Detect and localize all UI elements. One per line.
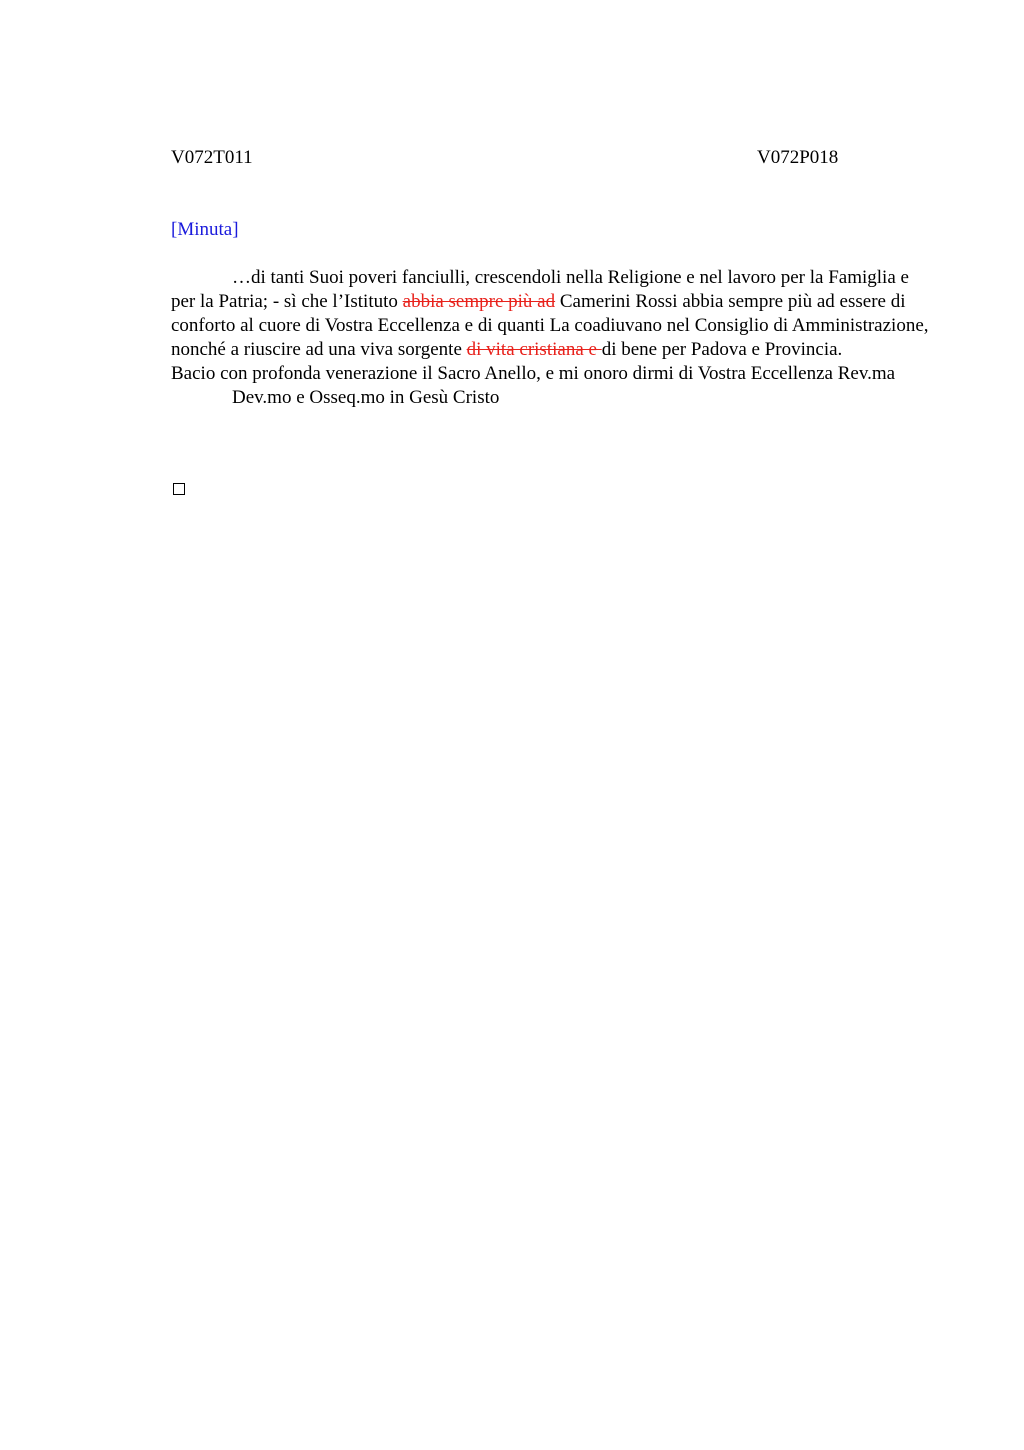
document-reference-left: V072T011	[171, 147, 253, 168]
checkbox-square[interactable]	[173, 483, 185, 495]
minuta-label: [Minuta]	[171, 219, 239, 240]
letter-paragraph-2: Bacio con profonda venerazione il Sacro Anello, e mi onoro dirmi di Vostra Eccellenza Rev.ma	[171, 363, 896, 384]
letter-body	[171, 266, 937, 410]
paragraph-text: …di tanti Suoi poveri fanciulli, crescendoli nella Religione e nel lavoro per la Famiglia e per la Patria; - sì che l’Istituto	[171, 267, 909, 312]
letter-signature: Dev.mo e Osseq.mo in Gesù Cristo	[232, 387, 500, 408]
paragraph-text: di bene per Padova e Provincia.	[601, 339, 843, 360]
paragraph-text: Camerini Rossi abbia sempre più ad essere di conforto al cuore di Vostra Eccellenza e di quanti La coadiuvano nel Consiglio di Amministrazione, nonché a riuscire ad una viva sorgente	[171, 291, 929, 360]
deleted-text: di vita cristiana e	[466, 339, 602, 360]
letter-paragraph-1	[171, 266, 937, 362]
document-reference-right: V072P018	[757, 147, 839, 168]
deleted-text: abbia sempre più ad	[402, 291, 556, 312]
